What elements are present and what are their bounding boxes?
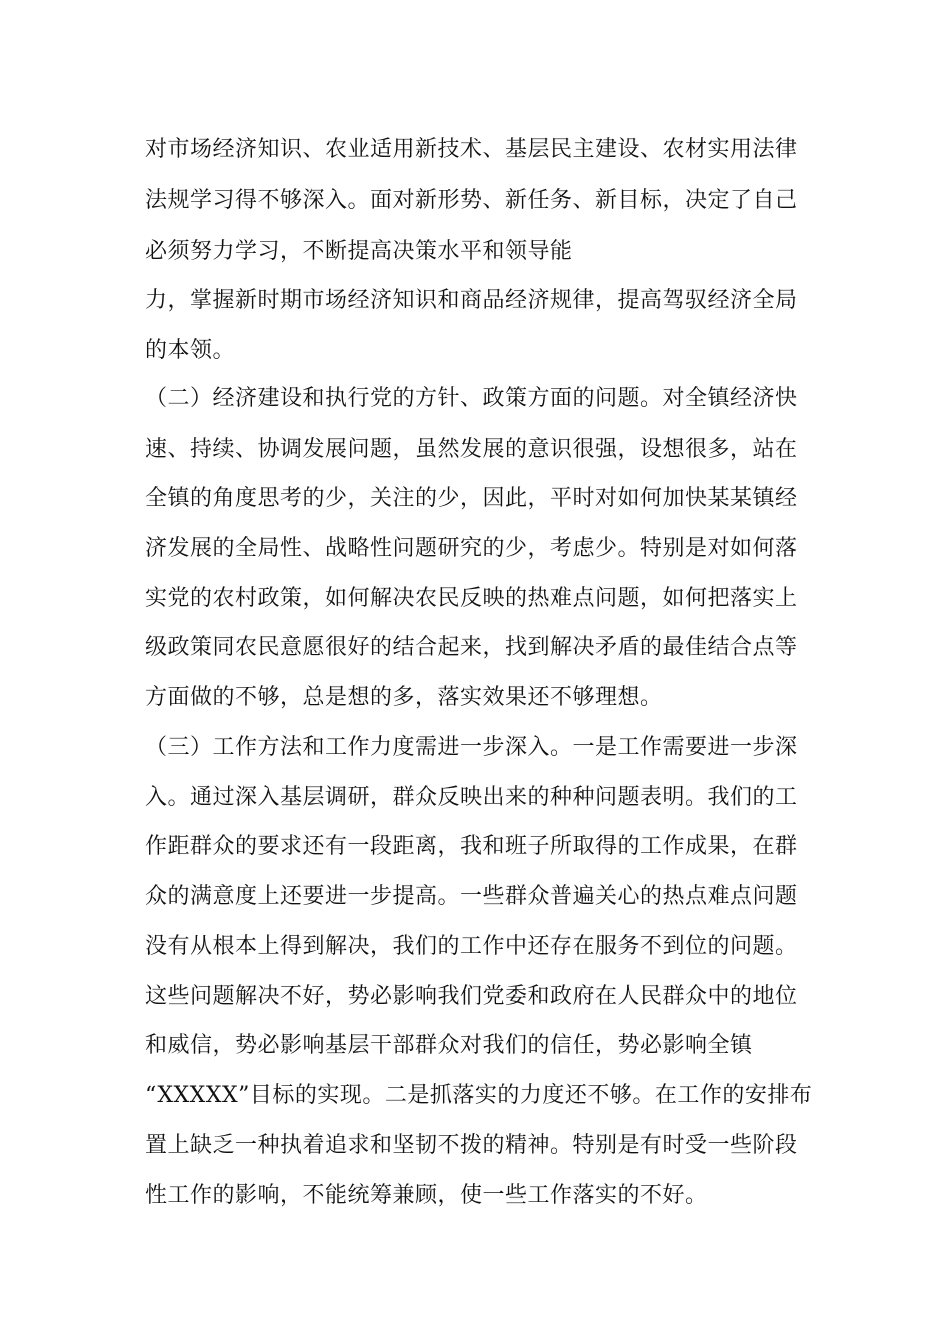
text-line: 性工作的影响，不能统筹兼顾，使一些工作落实的不好。 <box>145 1183 708 1208</box>
text-line: 入。通过深入基层调研，群众反映出来的种种问题表明。我们的工 <box>145 785 798 810</box>
text-line: 这些问题解决不好，势必影响我们党委和政府在人民群众中的地位 <box>145 984 798 1009</box>
text-line: 实党的农村政策，如何解决农民反映的热难点问题，如何把落实上 <box>145 586 798 611</box>
text-line: （三）工作方法和工作力度需进一步深入。一是工作需要进一步深 <box>145 735 798 760</box>
text-line: 法规学习得不够深入。面对新形势、新任务、新目标，决定了自己 <box>145 188 798 213</box>
text-line: 众的满意度上还要进一步提高。一些群众普遍关心的热点难点问题 <box>145 884 798 909</box>
text-line: “XXXXX”目标的实现。二是抓落实的力度还不够。在工作的安排布 <box>145 1083 813 1108</box>
text-line: 置上缺乏一种执着追求和坚韧不拨的精神。特别是有时受一些阶段 <box>145 1133 798 1158</box>
text-line: 全镇的角度思考的少，关注的少，因此，平时对如何加快某某镇经 <box>145 486 798 511</box>
text-line: 没有从根本上得到解决，我们的工作中还存在服务不到位的问题。 <box>145 934 798 959</box>
text-line: 必须努力学习，不断提高决策水平和领导能 <box>145 239 573 264</box>
text-line: 和威信，势必影响基层干部群众对我们的信任，势必影响全镇 <box>145 1033 753 1058</box>
text-line: 对市场经济知识、农业适用新技术、基层民主建设、农材实用法律 <box>145 137 798 162</box>
text-line: 级政策同农民意愿很好的结合起来，找到解决矛盾的最佳结合点等 <box>145 635 798 660</box>
text-line: 力，掌握新时期市场经济知识和商品经济规律，提高驾驭经济全局 <box>145 288 798 313</box>
text-line: 速、持续、协调发展问题，虽然发展的意识很强，设想很多，站在 <box>145 437 798 462</box>
text-line: 的本领。 <box>145 338 236 363</box>
text-line: 作距群众的要求还有一段距离，我和班子所取得的工作成果，在群 <box>145 834 798 859</box>
text-line: 方面做的不够，总是想的多，落实效果还不够理想。 <box>145 685 663 710</box>
text-line: （二）经济建设和执行党的方针、政策方面的问题。对全镇经济快 <box>145 386 798 411</box>
text-line: 济发展的全局性、战略性问题研究的少，考虑少。特别是对如何落 <box>145 536 798 561</box>
